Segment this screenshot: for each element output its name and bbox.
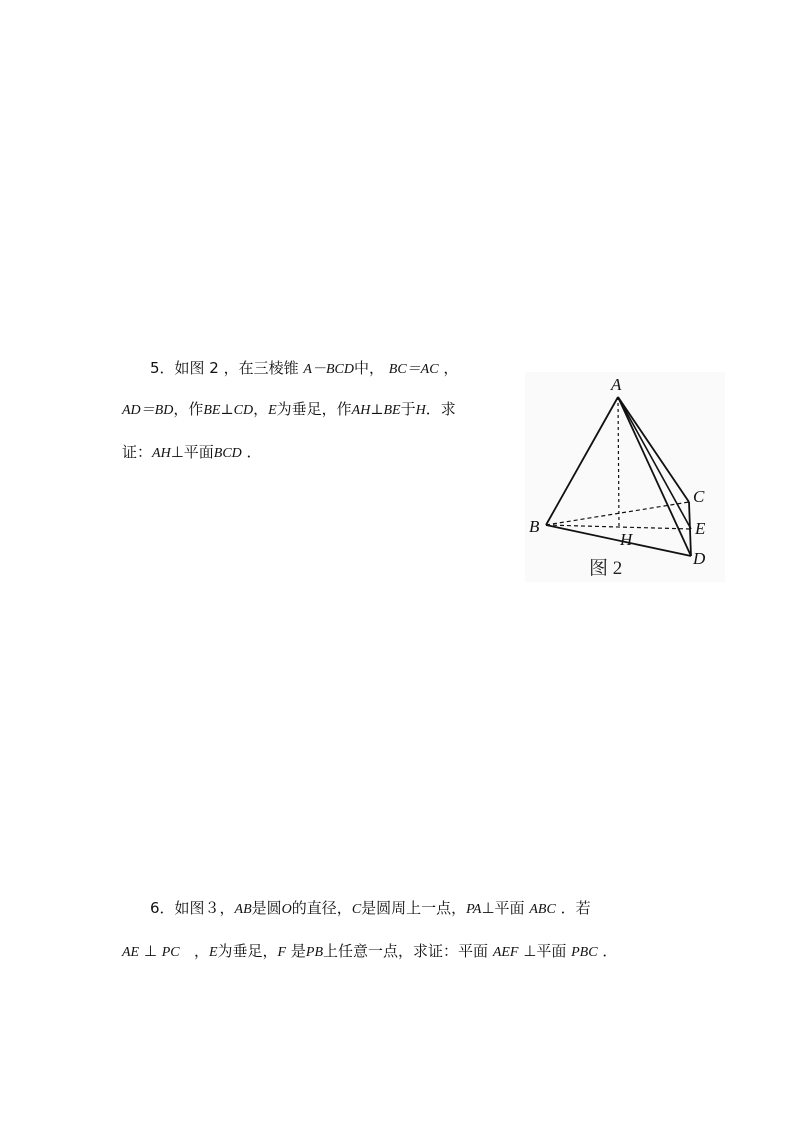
condition-ah-perp-be: AH⊥BE (351, 403, 401, 418)
text: ⊥平面 (523, 942, 567, 960)
text: 为垂足， (217, 942, 278, 960)
segment-ah: AH (152, 446, 171, 461)
problem-5-line-1 (150, 358, 458, 380)
segment-ab: AB (234, 902, 252, 917)
text: 证： (122, 443, 153, 461)
text: 是圆周上一点， (361, 899, 467, 917)
text: 的直径， (291, 899, 352, 917)
label-c: C (693, 487, 705, 506)
text: 是圆 (251, 899, 282, 917)
problem-6-number: 6．如图３， (150, 899, 235, 917)
label-h: H (620, 530, 633, 549)
text: ． (602, 942, 618, 960)
condition-be-perp-cd: BE⊥CD (203, 403, 254, 418)
text: ．求 (425, 400, 456, 418)
point-f: F (277, 945, 287, 960)
plane-aef: AEF (492, 945, 519, 960)
pyramid-name: A－BCD (303, 362, 354, 377)
text: 为垂足，作 (276, 400, 352, 418)
problem-6-line-2 (122, 941, 617, 963)
problem-5-number: 5．如图 2 ，在三棱锥 (150, 359, 299, 377)
segment-pa: PA (466, 902, 482, 917)
problem-6-line-1 (150, 898, 591, 920)
text: ， (193, 942, 209, 960)
text: ， (443, 359, 459, 377)
label-a: A (611, 375, 622, 394)
text: ⊥平面 (481, 899, 525, 917)
plane-abc: ABC (529, 902, 556, 917)
label-d: D (693, 549, 706, 568)
point-o: O (281, 902, 292, 917)
point-h: H (415, 403, 426, 418)
label-b: B (529, 517, 540, 536)
plane-bcd: BCD (213, 446, 242, 461)
segment-pb: PB (305, 945, 324, 960)
text: ⊥平面 (170, 443, 214, 461)
figure-2 (525, 372, 725, 582)
point-e: E (268, 403, 277, 418)
figure-2-diagram (525, 372, 725, 582)
text: ， (253, 400, 269, 418)
condition-ad-bd: AD＝BD (122, 403, 174, 418)
point-e: E (208, 945, 218, 960)
text: 是 (290, 942, 306, 960)
segment-pc: PC (161, 945, 180, 960)
text: ⊥ (143, 942, 157, 960)
problem-5-line-2 (122, 399, 456, 421)
plane-pbc: PBC (571, 945, 598, 960)
text: 于 (400, 400, 416, 418)
figure-caption: 图 2 (589, 558, 623, 579)
text: 中， (353, 359, 384, 377)
segment-ae: AE (122, 945, 140, 960)
point-c: C (351, 902, 362, 917)
problem-5-line-3 (122, 442, 262, 464)
label-e: E (695, 519, 706, 538)
condition-bc-ac: BC＝AC (388, 362, 439, 377)
text: ． (246, 443, 262, 461)
text: 上任意一点，求证：平面 (323, 942, 489, 960)
text: ，作 (173, 400, 204, 418)
text: ．若 (560, 899, 591, 917)
